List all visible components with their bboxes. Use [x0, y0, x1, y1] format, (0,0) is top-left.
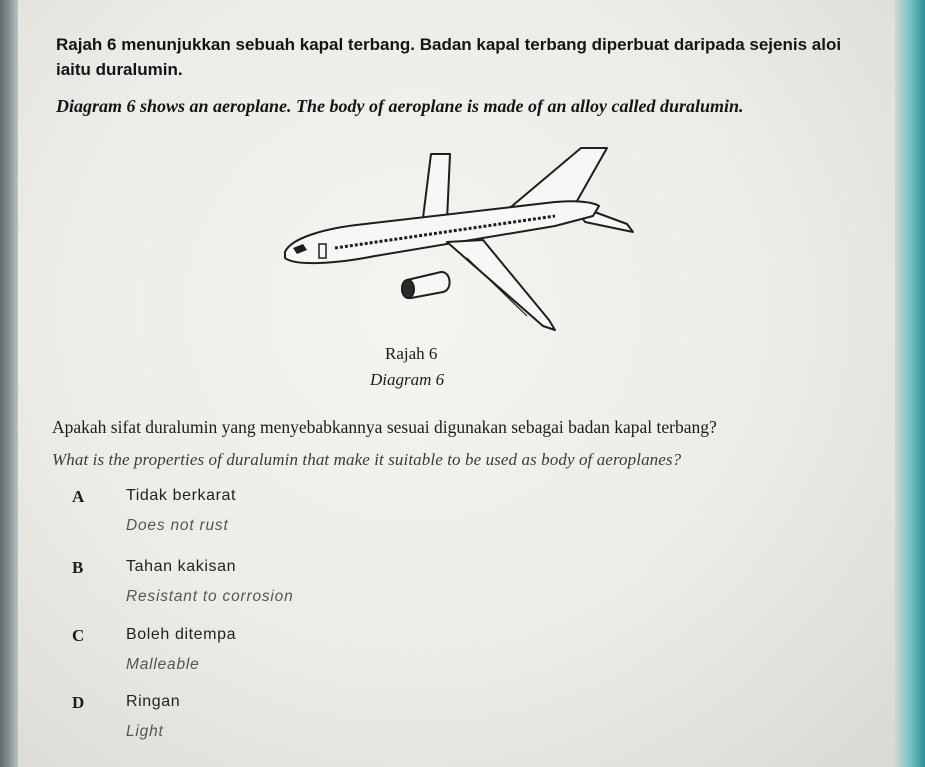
option-text-english: Resistant to corrosion: [126, 588, 294, 605]
screen-bezel-right: [895, 0, 925, 767]
option-b[interactable]: [0, 558, 700, 618]
option-text-english: Malleable: [126, 656, 200, 673]
option-text-english: Light: [126, 723, 164, 740]
option-a[interactable]: [0, 487, 700, 547]
option-text-malay: Boleh ditempa: [126, 626, 237, 643]
intro-english: Diagram 6 shows an aeroplane. The body of aeroplane is made of an alloy called duralumin.: [56, 96, 744, 116]
question-malay: Apakah sifat duralumin yang menyebabkannya sesuai digunakan sebagai badan kapal terbang?: [52, 417, 717, 437]
figure-caption-english: Diagram 6: [370, 370, 445, 389]
question-english: What is the properties of duralumin that make it suitable to be used as body of aeroplanes?: [52, 450, 682, 469]
intro-malay: Rajah 6 menunjukkan sebuah kapal terbang. Badan kapal terbang diperbuat daripada sejenis aloi iaitu duralumin.: [56, 35, 842, 79]
option-letter: A: [72, 487, 85, 506]
option-text-english: Does not rust: [126, 517, 229, 534]
option-text-malay: Ringan: [126, 693, 181, 710]
option-d[interactable]: [0, 693, 700, 753]
option-c[interactable]: [0, 626, 700, 686]
option-letter: C: [72, 626, 85, 645]
aeroplane-icon: [255, 140, 655, 340]
option-letter: B: [72, 558, 84, 577]
option-text-malay: Tidak berkarat: [126, 487, 237, 504]
option-letter: D: [72, 693, 85, 712]
figure-caption-malay: Rajah 6: [385, 344, 438, 363]
option-text-malay: Tahan kakisan: [126, 558, 237, 575]
